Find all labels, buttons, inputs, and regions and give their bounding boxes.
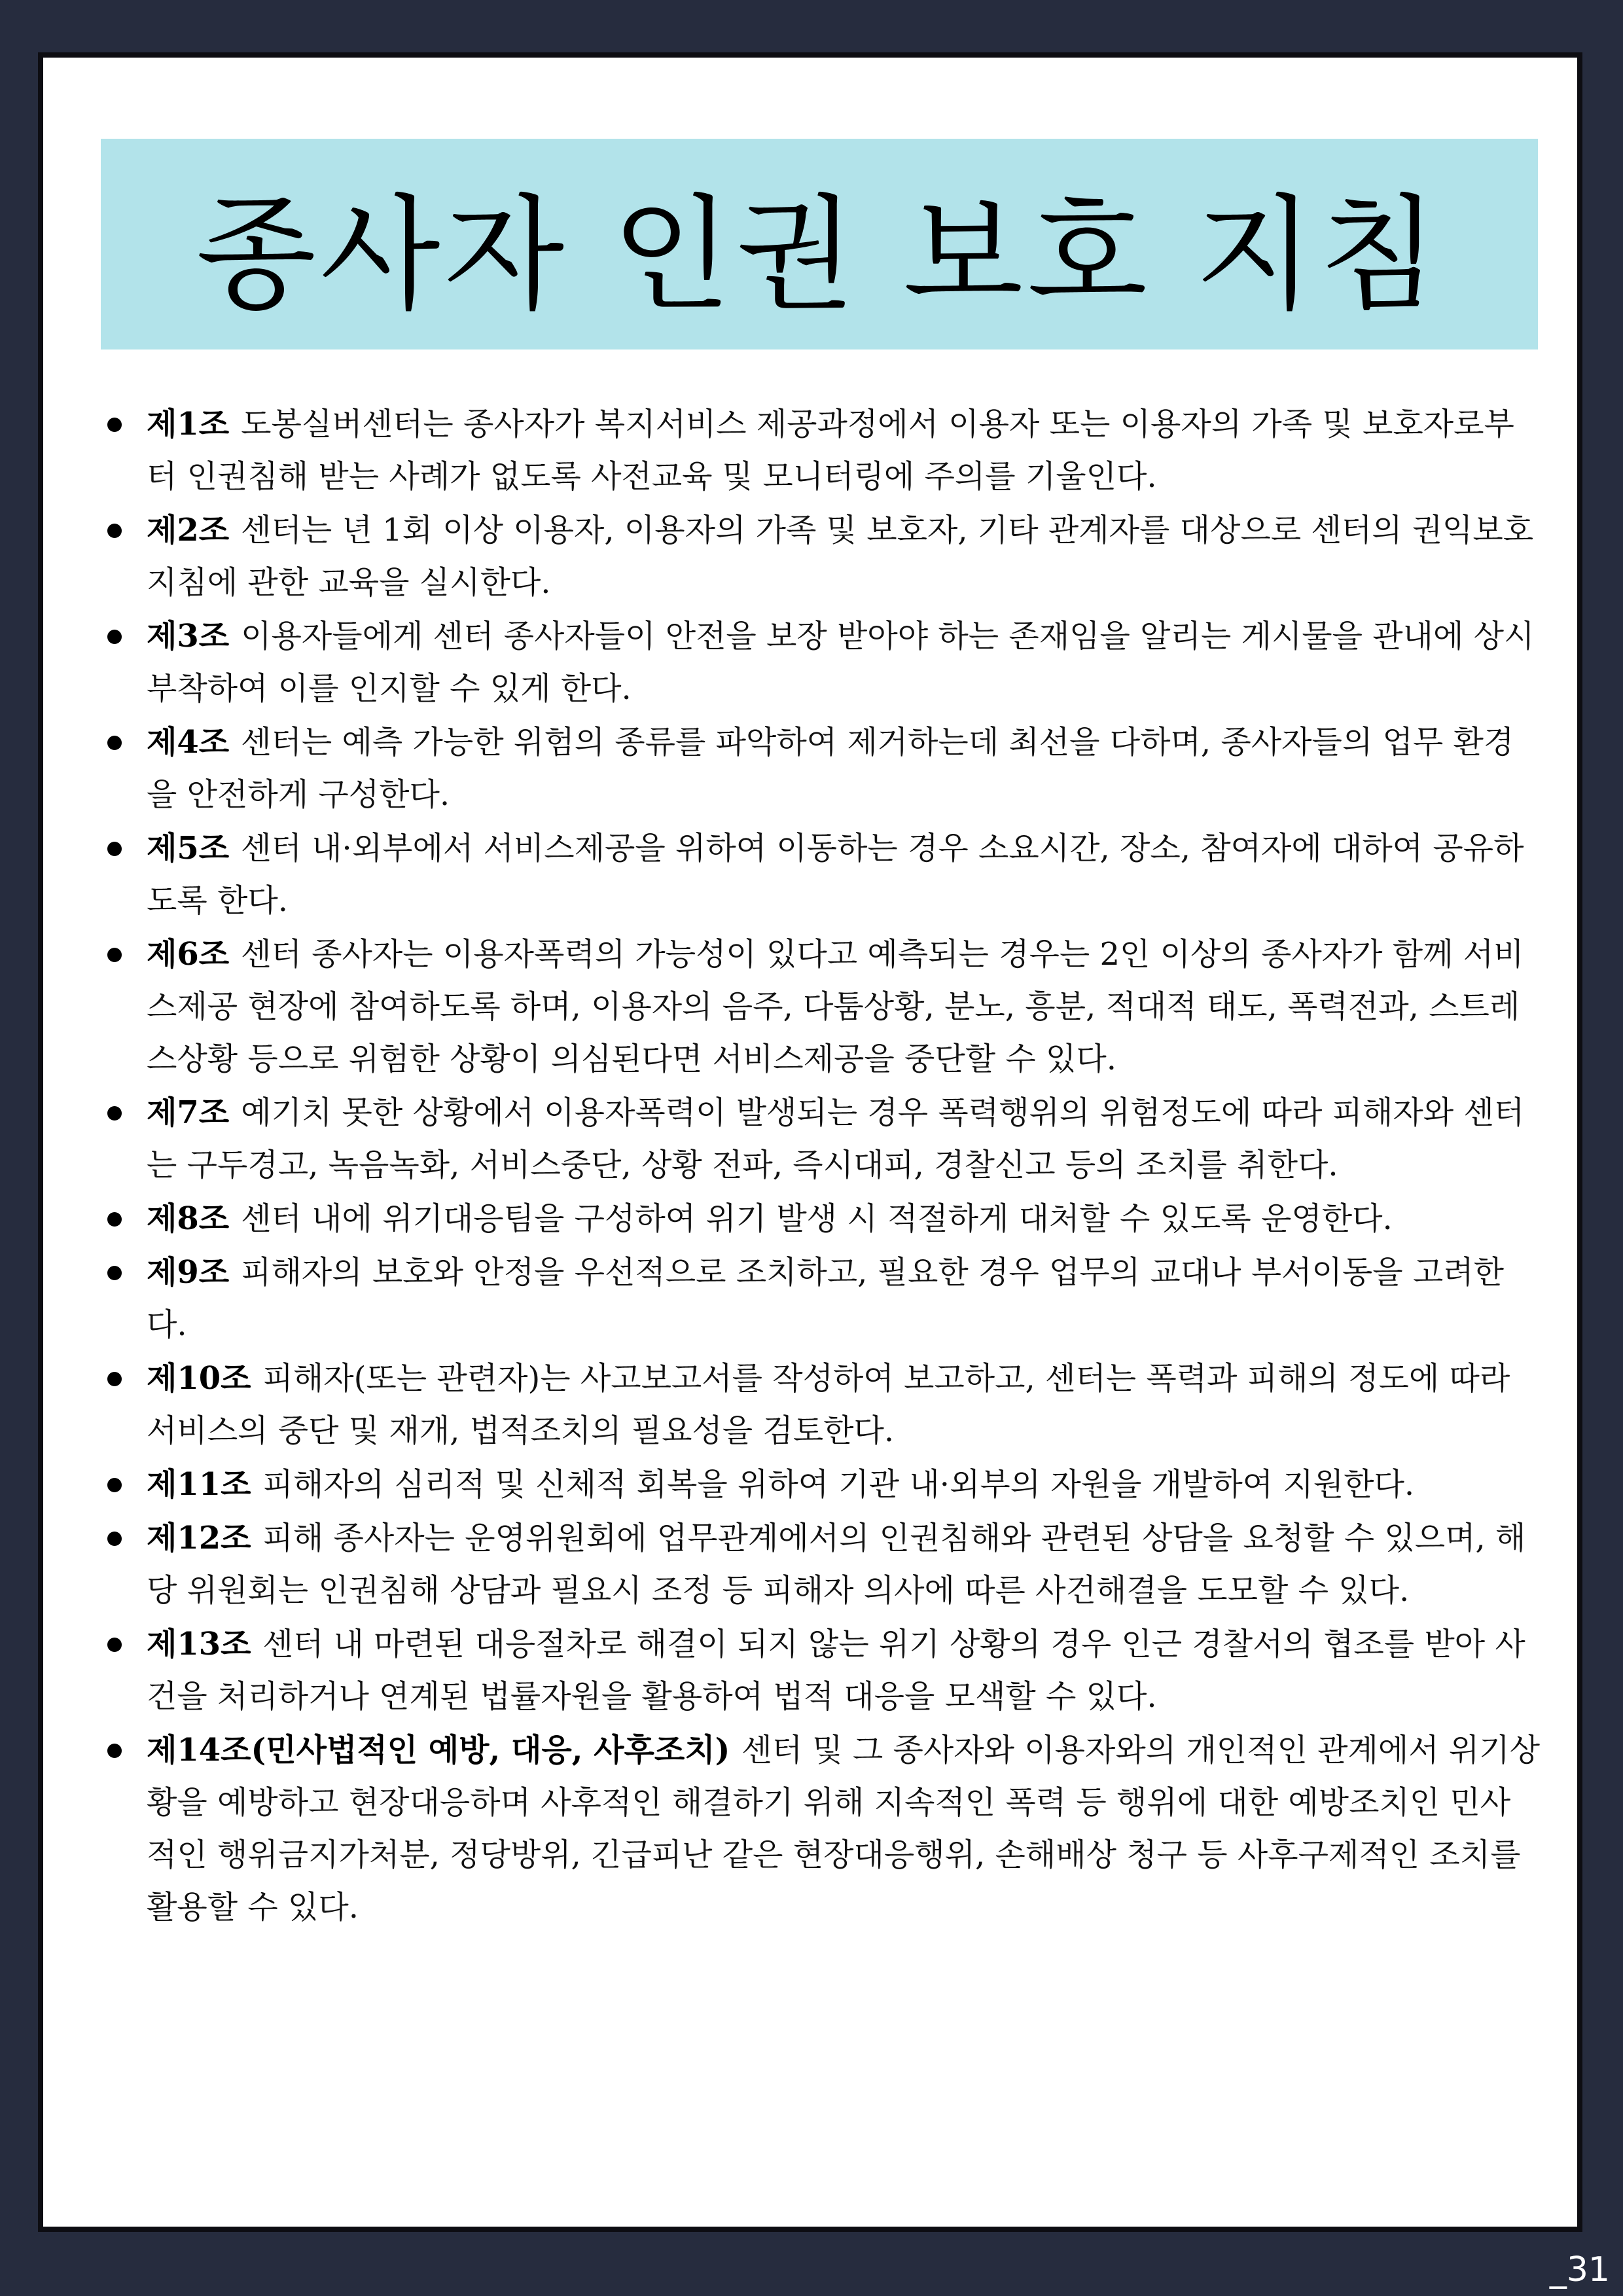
article-text: 피해자의 보호와 안정을 우선적으로 조치하고, 필요한 경우 업무의 교대나 부서이동을 고려한다. — [147, 1254, 1504, 1343]
article-text: 예기치 못한 상황에서 이용자폭력이 발생되는 경우 폭력행위의 위험정도에 따라 피해자와 센터는 구두경고, 녹음녹화, 서비스중단, 상황 전파, 즉시대피, 경찰신고 등의 조치를 취한다. — [147, 1094, 1525, 1183]
article-number: 제14조(민사법적인 예방, 대응, 사후조치) — [147, 1732, 730, 1768]
bullet-icon — [107, 1372, 122, 1386]
article-number: 제5조 — [147, 830, 230, 867]
article-item — [101, 1512, 1541, 1617]
article-list — [101, 398, 1541, 1935]
article-number: 제11조 — [147, 1466, 251, 1503]
bullet-icon — [107, 1478, 122, 1492]
document-page — [38, 52, 1582, 2232]
bullet-icon — [107, 1744, 122, 1758]
article-text: 센터 내 마련된 대응절차로 해결이 되지 않는 위기 상황의 경우 인근 경찰서의 협조를 받아 사건을 처리하거나 연계된 법률자원을 활용하여 법적 대응을 모색할 수 있다. — [147, 1626, 1525, 1715]
article-item — [101, 1618, 1541, 1723]
bullet-icon — [107, 736, 122, 750]
page-title: 종사자 인권 보호 지침 — [196, 182, 1443, 327]
article-number: 제8조 — [147, 1200, 230, 1237]
bullet-icon — [107, 524, 122, 538]
article-item — [101, 398, 1541, 503]
bullet-icon — [107, 1212, 122, 1227]
article-number: 제10조 — [147, 1360, 251, 1397]
article-number: 제3조 — [147, 618, 230, 655]
article-text: 이용자들에게 센터 종사자들이 안전을 보장 받아야 하는 존재임을 알리는 게시물을 관내에 상시 부착하여 이를 인지할 수 있게 한다. — [147, 618, 1535, 707]
article-item — [101, 716, 1541, 821]
article-text: 센터 내에 위기대응팀을 구성하여 위기 발생 시 적절하게 대처할 수 있도록 운영한다. — [241, 1200, 1393, 1237]
bullet-icon — [107, 630, 122, 644]
article-item — [101, 1724, 1541, 1933]
bullet-icon — [107, 1638, 122, 1652]
bullet-icon — [107, 1266, 122, 1280]
article-text: 피해자의 심리적 및 신체적 회복을 위하여 기관 내·외부의 자원을 개발하여 지원한다. — [262, 1466, 1415, 1503]
bullet-icon — [107, 418, 122, 432]
article-item — [101, 928, 1541, 1085]
article-item — [101, 1086, 1541, 1191]
title-banner — [101, 139, 1538, 350]
article-text: 피해 종사자는 운영위원회에 업무관계에서의 인권침해와 관련된 상담을 요청할 수 있으며, 해당 위원회는 인권침해 상담과 필요시 조정 등 피해자 의사에 따른 사건해결을 도모할 수 있다. — [147, 1520, 1526, 1609]
article-item — [101, 1193, 1541, 1245]
article-number: 제9조 — [147, 1254, 230, 1291]
article-item — [101, 1352, 1541, 1457]
article-text: 센터는 예측 가능한 위험의 종류를 파악하여 제거하는데 최선을 다하며, 종사자들의 업무 환경을 안전하게 구성한다. — [147, 724, 1514, 813]
bullet-icon — [107, 842, 122, 856]
article-text: 센터 내·외부에서 서비스제공을 위하여 이동하는 경우 소요시간, 장소, 참여자에 대하여 공유하도록 한다. — [147, 830, 1524, 919]
article-text: 센터는 년 1회 이상 이용자, 이용자의 가족 및 보호자, 기타 관계자를 대상으로 센터의 권익보호지침에 관한 교육을 실시한다. — [147, 512, 1534, 601]
article-item — [101, 504, 1541, 609]
article-text: 도봉실버센터는 종사자가 복지서비스 제공과정에서 이용자 또는 이용자의 가족 및 보호자로부터 인권침해 받는 사례가 없도록 사전교육 및 모니터링에 주의를 기울인다. — [147, 406, 1514, 495]
article-number: 제1조 — [147, 406, 230, 442]
article-number: 제12조 — [147, 1520, 251, 1556]
article-item — [101, 1246, 1541, 1351]
article-item — [101, 1458, 1541, 1511]
article-number: 제4조 — [147, 724, 230, 761]
article-item — [101, 610, 1541, 715]
article-number: 제6조 — [147, 936, 230, 973]
article-number: 제2조 — [147, 512, 230, 548]
bullet-icon — [107, 1532, 122, 1546]
article-text: 피해자(또는 관련자)는 사고보고서를 작성하여 보고하고, 센터는 폭력과 피해의 정도에 따라 서비스의 중단 및 재개, 법적조치의 필요성을 검토한다. — [147, 1360, 1510, 1449]
article-item — [101, 822, 1541, 927]
article-text: 센터 및 그 종사자와 이용자와의 개인적인 관계에서 위기상황을 예방하고 현장대응하며 사후적인 해결하기 위해 지속적인 폭력 등 행위에 대한 예방조치인 민사적인 행위금지가처분, 정당방위, 긴급피난 같은 현장대응행위, 손해배상 청구 등 사후구제적인 조치를 활용할 수 있다. — [147, 1732, 1540, 1926]
article-number: 제13조 — [147, 1626, 251, 1662]
bullet-icon — [107, 1106, 122, 1121]
bullet-icon — [107, 948, 122, 962]
page-number: _31 — [1549, 2250, 1610, 2289]
article-number: 제7조 — [147, 1094, 230, 1131]
article-text: 센터 종사자는 이용자폭력의 가능성이 있다고 예측되는 경우는 2인 이상의 종사자가 함께 서비스제공 현장에 참여하도록 하며, 이용자의 음주, 다툼상황, 분노, 흥분, 적대적 태도, 폭력전과, 스트레스상황 등으로 위험한 상황이 의심된다면 서비스제공을 중단할 수 있다. — [147, 936, 1524, 1077]
